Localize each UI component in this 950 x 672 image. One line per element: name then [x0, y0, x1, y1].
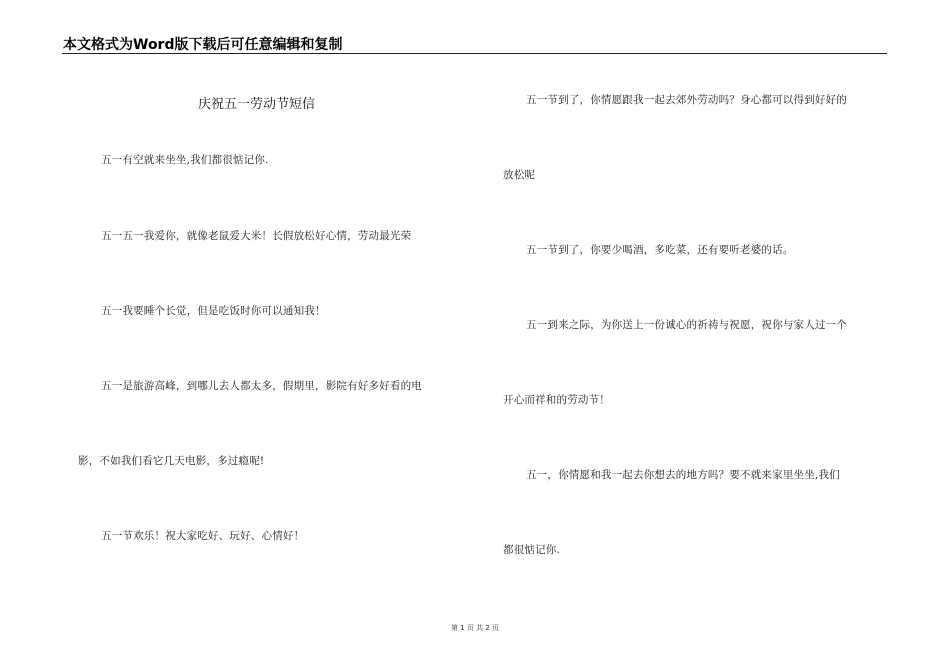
- header-divider: [62, 53, 887, 54]
- paragraph-line: 五一是旅游高峰，到哪儿去人都太多，假期里，影院有好多好看的电: [101, 380, 422, 392]
- paragraph-line: 影，不如我们看它几天电影，多过瘾呢!: [78, 455, 265, 467]
- paragraph-line: 都很惦记你.: [503, 544, 561, 556]
- paragraph-line: 五一五一我爱你，就像老鼠爱大米！长假放松好心情，劳动最光荣: [101, 230, 412, 242]
- paragraph-line: 五一到来之际，为你送上一份诚心的祈祷与祝愿，祝你与家人过一个: [526, 319, 847, 331]
- paragraph-line: 五一我要睡个长觉，但是吃饭时你可以通知我！: [101, 305, 326, 317]
- paragraph-line: 开心而祥和的劳动节！: [503, 394, 610, 406]
- paragraph-line: 五一节欢乐！祝大家吃好、玩好、心情好！: [101, 530, 305, 542]
- paragraph-line: 放松呢: [503, 169, 536, 181]
- paragraph-line: 五一，你情愿和我一起去你想去的地方吗？要不就来家里坐坐,我们: [526, 469, 840, 481]
- page-number-footer: 第 1 页 共 2 页: [450, 624, 500, 632]
- page-header-title: 本文格式为Word版下载后可任意编辑和复制: [63, 37, 343, 53]
- paragraph-line: 五一节到了，你要少喝酒，多吃菜，还有要听老婆的话。: [526, 244, 794, 256]
- paragraph-line: 五一节到了，你情愿跟我一起去郊外劳动吗？身心都可以得到好好的: [526, 94, 847, 106]
- document-title: 庆祝五一劳动节短信: [198, 97, 316, 112]
- paragraph-line: 五一有空就来坐坐,我们都很惦记你.: [101, 154, 269, 166]
